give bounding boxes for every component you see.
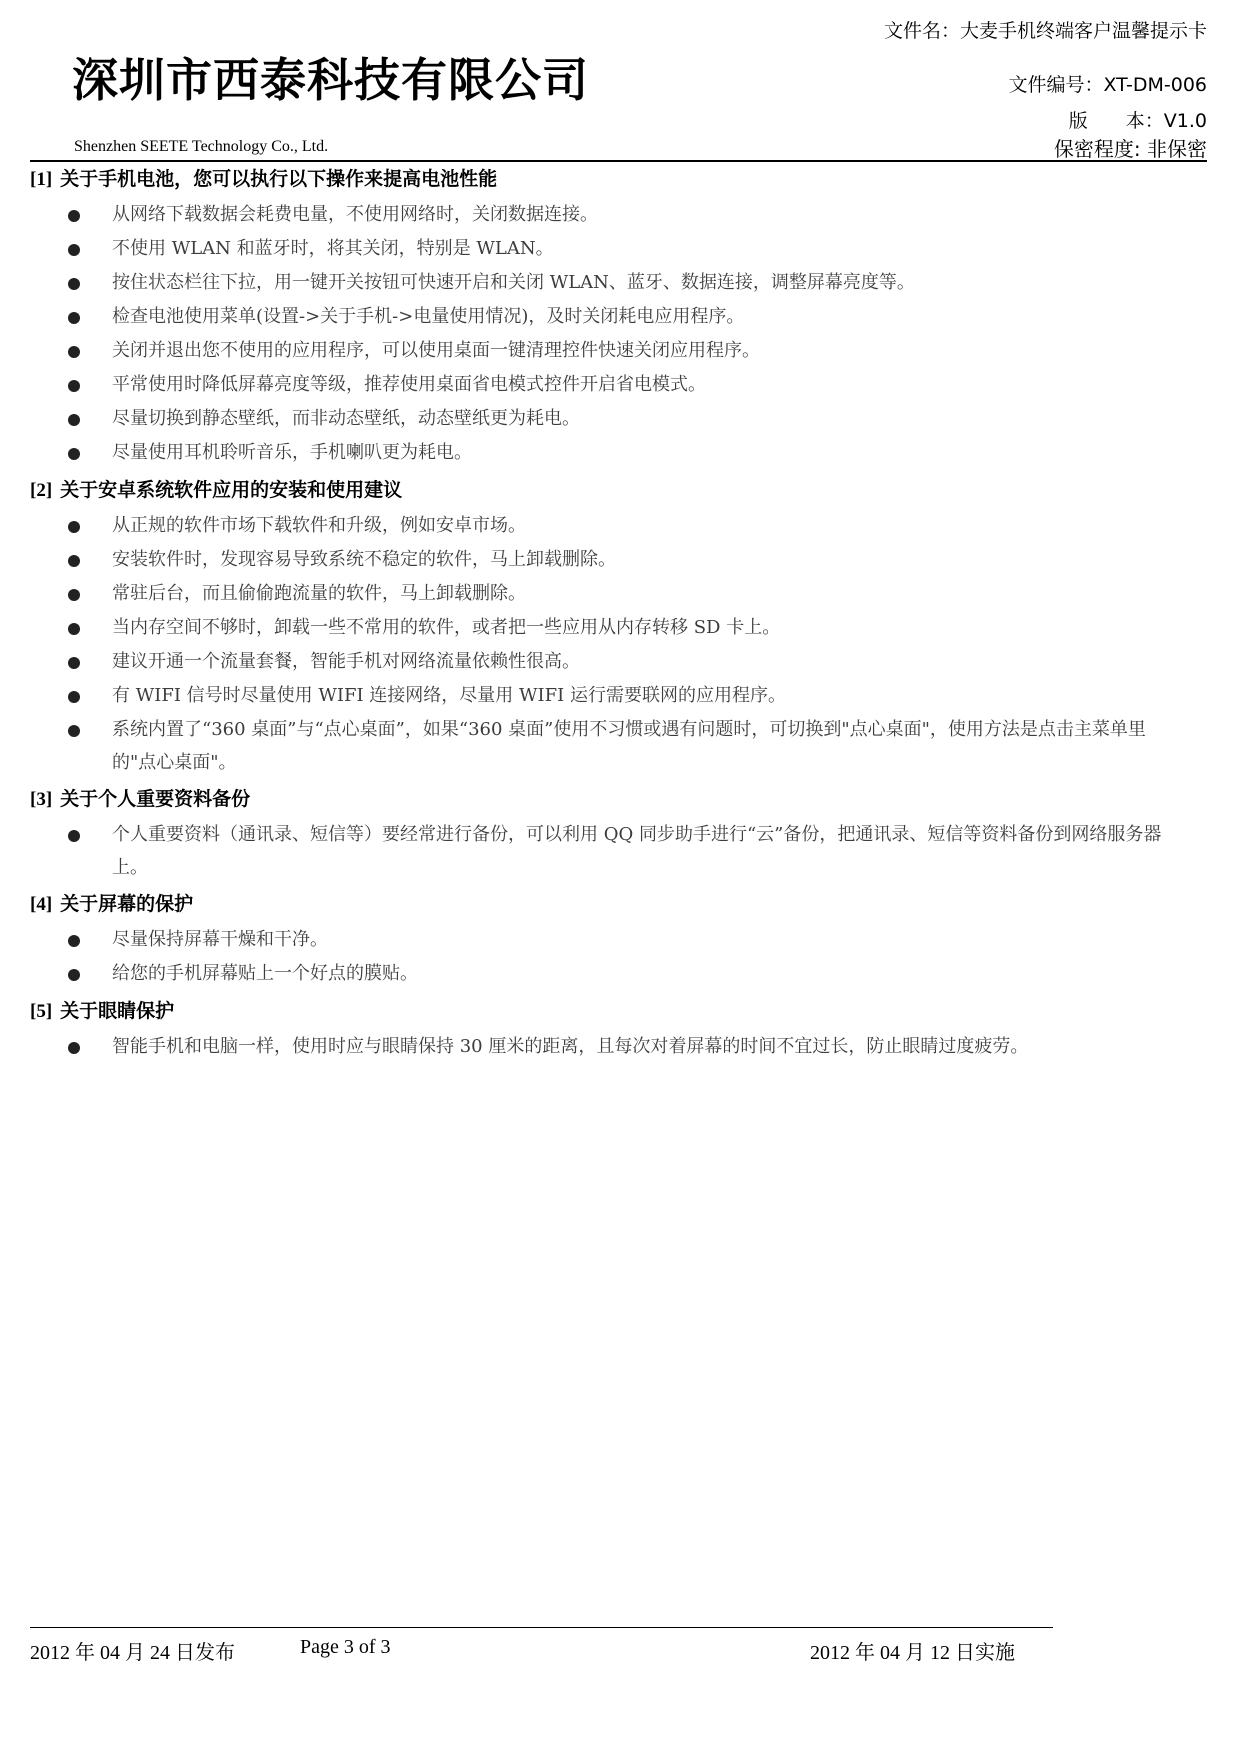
bullet-icon bbox=[68, 623, 80, 635]
list-item: 检查电池使用菜单(设置->关于手机->电量使用情况)，及时关闭耗电应用程序。 bbox=[30, 300, 1180, 334]
section-title-text: 关于手机电池，您可以执行以下操作来提高电池性能 bbox=[60, 168, 498, 190]
confidentiality-level: 保密程度: 非保密 bbox=[1053, 137, 1207, 161]
bullet-icon bbox=[68, 346, 80, 358]
list-item: 平常使用时降低屏幕亮度等级，推荐使用桌面省电模式控件开启省电模式。 bbox=[30, 368, 1180, 402]
bullet-icon bbox=[68, 555, 80, 567]
bullet-icon bbox=[68, 691, 80, 703]
section-title-text: 关于个人重要资料备份 bbox=[60, 788, 251, 810]
list-item: 常驻后台，而且偷偷跑流量的软件，马上卸载删除。 bbox=[30, 577, 1180, 611]
list-item: 建议开通一个流量套餐，智能手机对网络流量依赖性很高。 bbox=[30, 645, 1180, 679]
list-item: 尽量保持屏幕干燥和干净。 bbox=[30, 923, 1180, 957]
list-item: 从正规的软件市场下载软件和升级，例如安卓市场。 bbox=[30, 509, 1180, 543]
document-body bbox=[30, 164, 1180, 1069]
bullet-icon bbox=[68, 448, 80, 460]
bullet-list bbox=[30, 198, 1180, 470]
footer-divider bbox=[30, 1627, 1053, 1628]
section-eyes bbox=[30, 996, 1180, 1064]
section-title bbox=[30, 164, 1180, 195]
section-title bbox=[30, 475, 1180, 506]
bullet-icon bbox=[68, 969, 80, 981]
company-name-en: Shenzhen SEETE Technology Co., Ltd. bbox=[74, 138, 329, 155]
bullet-list bbox=[30, 1030, 1180, 1064]
bullet-icon bbox=[68, 830, 80, 842]
section-title bbox=[30, 784, 1180, 815]
section-number: [4] bbox=[30, 894, 53, 915]
file-version: 版 本：V1.0 bbox=[1068, 110, 1207, 132]
bullet-list bbox=[30, 509, 1180, 779]
bullet-icon bbox=[68, 312, 80, 324]
bullet-list bbox=[30, 923, 1180, 991]
header-divider bbox=[30, 160, 1207, 162]
list-item: 给您的手机屏幕贴上一个好点的膜贴。 bbox=[30, 957, 1180, 991]
section-number: [5] bbox=[30, 1001, 53, 1022]
section-screen bbox=[30, 889, 1180, 991]
list-item: 从网络下载数据会耗费电量，不使用网络时，关闭数据连接。 bbox=[30, 198, 1180, 232]
section-backup bbox=[30, 784, 1180, 884]
section-title bbox=[30, 996, 1180, 1027]
list-item: 尽量切换到静态壁纸，而非动态壁纸，动态壁纸更为耗电。 bbox=[30, 402, 1180, 436]
list-item: 安装软件时，发现容易导致系统不稳定的软件，马上卸载删除。 bbox=[30, 543, 1180, 577]
section-battery bbox=[30, 164, 1180, 470]
bullet-icon bbox=[68, 1042, 80, 1054]
list-item: 尽量使用耳机聆听音乐，手机喇叭更为耗电。 bbox=[30, 436, 1180, 470]
section-number: [2] bbox=[30, 480, 53, 501]
section-apps bbox=[30, 475, 1180, 779]
bullet-icon bbox=[68, 414, 80, 426]
list-item: 系统内置了“360 桌面”与“点心桌面”，如果“360 桌面”使用不习惯或遇有问题时，可切换到"点心桌面"，使用方法是点击主菜单里的"点心桌面"。 bbox=[30, 713, 1180, 779]
list-item: 当内存空间不够时，卸载一些不常用的软件，或者把一些应用从内存转移 SD 卡上。 bbox=[30, 611, 1180, 645]
list-item: 个人重要资料（通讯录、短信等）要经常进行备份，可以利用 QQ 同步助手进行“云”备份，把通讯录、短信等资料备份到网络服务器上。 bbox=[30, 818, 1180, 884]
list-item: 有 WIFI 信号时尽量使用 WIFI 连接网络，尽量用 WIFI 运行需要联网的应用程序。 bbox=[30, 679, 1180, 713]
page-number: Page 3 of 3 bbox=[300, 1636, 391, 1658]
bullet-icon bbox=[68, 244, 80, 256]
bullet-list bbox=[30, 818, 1180, 884]
section-title-text: 关于眼睛保护 bbox=[60, 1000, 175, 1022]
bullet-icon bbox=[68, 210, 80, 222]
bullet-icon bbox=[68, 657, 80, 669]
bullet-icon bbox=[68, 380, 80, 392]
bullet-icon bbox=[68, 589, 80, 601]
section-title-text: 关于屏幕的保护 bbox=[60, 893, 194, 915]
bullet-icon bbox=[68, 935, 80, 947]
bullet-icon bbox=[68, 725, 80, 737]
list-item: 智能手机和电脑一样，使用时应与眼睛保持 30 厘米的距离，且每次对着屏幕的时间不宜过长，防止眼睛过度疲劳。 bbox=[30, 1030, 1180, 1064]
bullet-icon bbox=[68, 521, 80, 533]
implement-date: 2012 年 04 月 12 日实施 bbox=[810, 1642, 1015, 1664]
list-item: 不使用 WLAN 和蓝牙时，将其关闭，特别是 WLAN。 bbox=[30, 232, 1180, 266]
issue-date: 2012 年 04 月 24 日发布 bbox=[30, 1642, 235, 1664]
list-item: 关闭并退出您不使用的应用程序，可以使用桌面一键清理控件快速关闭应用程序。 bbox=[30, 334, 1180, 368]
section-number: [1] bbox=[30, 169, 53, 190]
section-title-text: 关于安卓系统软件应用的安装和使用建议 bbox=[60, 479, 403, 501]
section-number: [3] bbox=[30, 789, 53, 810]
file-code: 文件编号：XT-DM-006 bbox=[1008, 74, 1207, 96]
file-name: 文件名：大麦手机终端客户温馨提示卡 bbox=[883, 20, 1207, 42]
bullet-icon bbox=[68, 278, 80, 290]
section-title bbox=[30, 889, 1180, 920]
list-item: 按住状态栏往下拉，用一键开关按钮可快速开启和关闭 WLAN、蓝牙、数据连接，调整屏幕亮度等。 bbox=[30, 266, 1180, 300]
company-name-cn: 深圳市西泰科技有限公司 bbox=[72, 53, 589, 107]
